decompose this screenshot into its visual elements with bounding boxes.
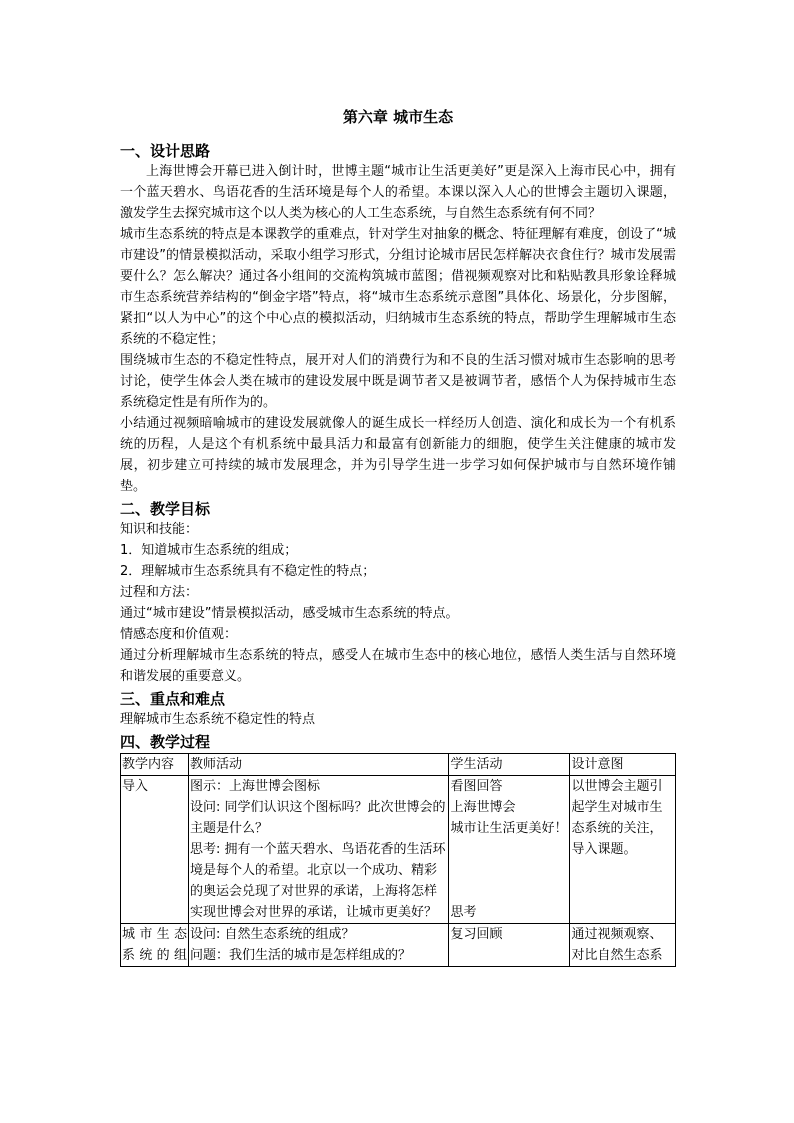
table-header-row bbox=[121, 754, 676, 776]
paragraph: 城市生态系统的特点是本课教学的重难点，针对学生对抽象的概念、特征理解有难度，创设了“城市建设”的情景模拟活动，采取小组学习形式，分组讨论城市居民怎样解决衣食住行？城市发展需要什么？怎么解决？通过各小组间的交流构筑城市蓝图；借视频观察对比和粘贴教具形象诠释城市生态系统营养结构的“倒金字塔”特点，将“城市生态系统示意图”具体化、场景化，分步图解，紧扣“以人为中心”的这个中心点的模拟活动，归纳城市生态系统的特点，帮助学生理解城市生态系统的不稳定性； bbox=[120, 227, 676, 347]
subheading: 情感态度和价值观： bbox=[120, 627, 238, 642]
table-cell-teacher bbox=[188, 924, 449, 967]
teaching-process-table bbox=[120, 753, 676, 967]
paragraph: 围绕城市生态的不稳定性特点，展开对人们的消费行为和不良的生活习惯对城市生态影响的思考讨论，使学生体会人类在城市的建设发展中既是调节者又是被调节者，感悟个人为保持城市生态系统稳定性是有所作为的。 bbox=[120, 353, 676, 410]
table-row bbox=[121, 776, 676, 924]
document-page bbox=[120, 100, 676, 967]
table-header-cell: 学生活动 bbox=[449, 754, 570, 776]
table-cell-teacher bbox=[188, 776, 449, 924]
section-heading-process: 四、教学过程 bbox=[120, 733, 211, 751]
cell-line: 上海世博会 bbox=[450, 800, 516, 815]
table-header-cell: 教学内容 bbox=[121, 754, 189, 776]
subheading: 过程和方法： bbox=[120, 585, 199, 600]
chapter-title: 第六章 城市生态 bbox=[342, 108, 454, 126]
table-header-cell: 设计意图 bbox=[570, 754, 676, 776]
section-heading-focus: 三、重点和难点 bbox=[120, 690, 226, 708]
paragraph: 通过“城市建设”情景模拟活动，感受城市生态系统的特点。 bbox=[120, 606, 459, 621]
section-heading-design: 一、设计思路 bbox=[120, 142, 211, 160]
cell-line: 思考 bbox=[450, 905, 477, 920]
paragraph: 通过分析理解城市生态系统的特点，感受人在城市生态中的核心地位，感悟人类生活与自然环境和谐发展的重要意义。 bbox=[120, 648, 676, 684]
subheading: 知识和技能： bbox=[120, 522, 199, 537]
table-cell-content: 城市生态系统的组 bbox=[121, 924, 189, 967]
table-cell-student bbox=[449, 776, 570, 924]
cell-line: 图示：上海世博会图标 bbox=[189, 779, 320, 794]
table-cell-content: 导入 bbox=[121, 776, 189, 924]
table-cell-intent: 以世博会主题引起学生对城市生态系统的关注，导入课题。 bbox=[570, 776, 676, 924]
table-cell-student: 复习回顾 bbox=[449, 924, 570, 967]
table-row bbox=[121, 924, 676, 967]
cell-line: 问题：我们生活的城市是怎样组成的？ bbox=[189, 948, 411, 963]
cell-line: 思考: 拥有一个蓝天碧水、鸟语花香的生活环境是每个人的希望。北京以一个成功、精彩的奥运会兑现了对世界的承诺，上海将怎样实现世博会对世界的承诺，让城市更美好？ bbox=[189, 842, 446, 920]
cell-line: 设问: 同学们认识这个图标吗？此次世博会的主题是什么？ bbox=[189, 800, 446, 836]
cell-line: 设问: 自然生态系统的组成？ bbox=[189, 927, 355, 942]
table-cell-intent: 通过视频观察、对比自然生态系 bbox=[570, 924, 676, 967]
table-header-cell: 教师活动 bbox=[188, 754, 449, 776]
cell-line: 看图回答 bbox=[450, 779, 503, 794]
list-item: 2．理解城市生态系统具有不稳定性的特点； bbox=[120, 564, 376, 579]
paragraph: 小结通过视频暗喻城市的建设发展就像人的诞生成长一样经历人创造、演化和成长为一个有机系统的历程，人是这个有机系统中最具活力和最富有创新能力的细胞，使学生关注健康的城市发展，初步建立可持续的城市发展理念，并为引导学生进一步学习如何保护城市与自然环境作铺垫。 bbox=[120, 416, 676, 494]
section-heading-goals: 二、教学目标 bbox=[120, 500, 211, 518]
paragraph: 理解城市生态系统不稳定性的特点 bbox=[120, 712, 316, 727]
paragraph: 上海世博会开幕已进入倒计时，世博主题“城市让生活更美好”更是深入上海市民心中，拥有一个蓝天碧水、鸟语花香的生活环境是每个人的希望。本课以深入人心的世博会主题切入课题，激发学生去探究城市这个以人类为核心的人工生态系统，与自然生态系统有何不同？ bbox=[120, 164, 676, 221]
cell-line: 城市让生活更美好！ bbox=[450, 821, 568, 836]
list-item: 1．知道城市生态系统的组成； bbox=[120, 543, 298, 558]
